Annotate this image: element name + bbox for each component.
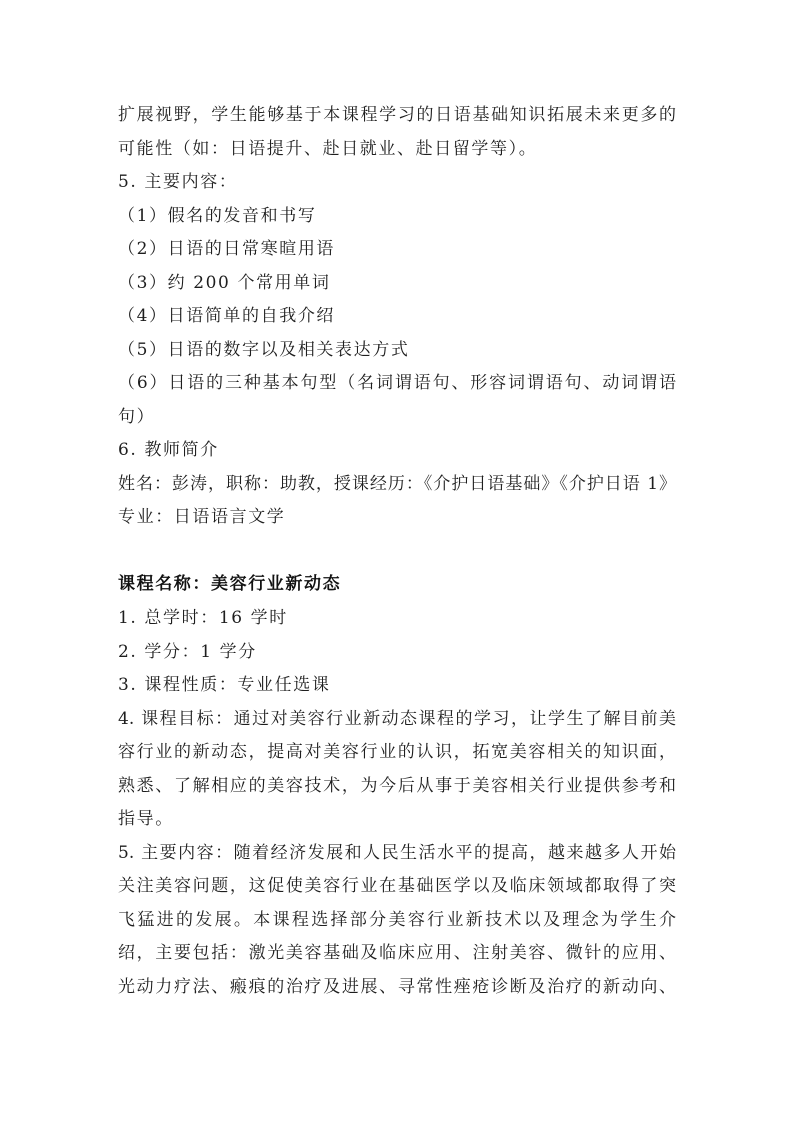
text-line: 专业：日语语言文学	[118, 507, 286, 528]
text-line: 课程名称：美容行业新动态	[118, 574, 342, 595]
text-line: （5）日语的数字以及相关表达方式	[118, 339, 410, 360]
text-line: （2）日语的日常寒暄用语	[118, 239, 336, 260]
text-line	[118, 535, 676, 569]
text-line: 6. 教师简介	[118, 440, 219, 461]
text-line: （1）假名的发音和书写	[118, 205, 317, 226]
text-line: （4）日语简单的自我介绍	[118, 306, 336, 327]
text-line: 3. 课程性质：专业任选课	[118, 675, 331, 696]
text-line: 扩展视野，学生能够基于本课程学习的日语基础知识拓展未来更多的	[118, 105, 676, 125]
text-line: 1. 总学时：16 学时	[118, 607, 288, 628]
text-line: 2. 学分：1 学分	[118, 641, 257, 662]
text-line: 绍，主要包括：激光美容基础及临床应用、注射美容、微针的应用、	[118, 943, 676, 964]
text-line: 关注美容问题，这促使美容行业在基础医学以及临床领域都取得了突	[118, 876, 676, 897]
text-line: （3）约 200 个常用单词	[118, 272, 331, 293]
text-line: （6）日语的三种基本句型（名词谓语句、形容词谓语句、动词谓语	[118, 373, 676, 394]
text-line: 容行业的新动态，提高对美容行业的认识，拓宽美容相关的知识面，	[118, 742, 676, 763]
text-line: 5. 主要内容：	[118, 172, 238, 193]
text-line: 5. 主要内容：随着经济发展和人民生活水平的提高，越来越多人开始	[118, 842, 676, 863]
text-line: 姓名：彭涛，职称：助教，授课经历：《介护日语基础》《介护日语 1》	[118, 473, 676, 494]
text-line: 光动力疗法、瘢痕的治疗及进展、寻常性痤疮诊断及治疗的新动向、	[118, 976, 676, 997]
text-line: 可能性（如：日语提升、赴日就业、赴日留学等）。	[118, 138, 538, 159]
document-text-block	[118, 99, 676, 1004]
text-line: 句）	[118, 406, 156, 427]
text-line: 熟悉、了解相应的美容技术，为今后从事于美容相关行业提供参考和	[118, 775, 676, 796]
text-line: 指导。	[118, 809, 174, 830]
text-line: 4. 课程目标：通过对美容行业新动态课程的学习，让学生了解目前美	[118, 708, 676, 729]
text-line: 飞猛进的发展。本课程选择部分美容行业新技术以及理念为学生介	[118, 909, 676, 930]
